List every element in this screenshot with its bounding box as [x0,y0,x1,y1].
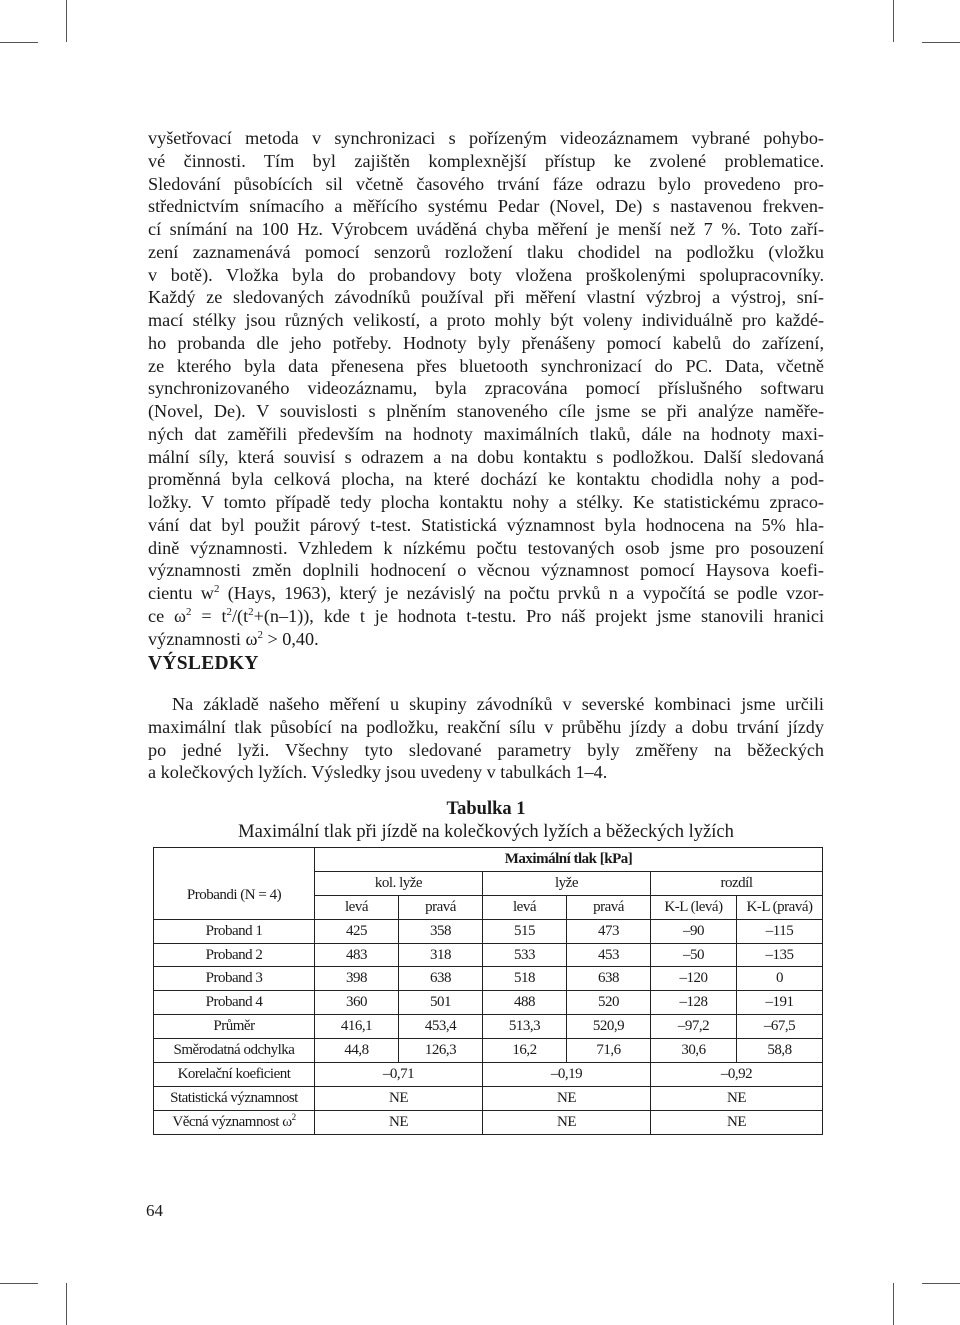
table-cell: –128 [651,991,737,1015]
table-row-label: Proband 2 [154,943,315,967]
text-line: synchronizovaného videozáznamu, byla zpracována pomocí příslušného softwaru [148,378,824,399]
text-line: vání dat byl použit párový t-test. Statistická významnost byla hodnocena na 5% hla- [148,514,824,535]
table-row-label: Proband 1 [154,919,315,943]
table-cell: 488 [483,991,567,1015]
table-cell: NE [483,1086,651,1110]
table-header-cell: K-L (levá) [651,895,737,919]
table-cell: 30,6 [651,1039,737,1063]
crop-mark [893,0,894,42]
table-row-label: Proband 4 [154,991,315,1015]
text-line: významnosti změn doplnili hodnocení o věcnou významnost pomocí Haysova koefi- [148,560,824,581]
text-line: maximální tlak působící na podložku, reakční sílu v průběhu jízdy a dobu trvání jízdy [148,716,824,737]
table-header-cell: levá [483,895,567,919]
table-cell: –97,2 [651,1015,737,1039]
table-caption: Maximální tlak při jízdě na kolečkových lyžích a běžeckých lyžích [238,822,734,842]
table-cell: –0,71 [315,1063,483,1087]
crop-mark [893,1283,894,1325]
table-cell: 358 [399,919,483,943]
text-line: vé činnosti. Tím byl zajištěn komplexnější přístup ke zvolené problematice. [148,150,824,171]
crop-mark [66,0,67,42]
text-line: cí snímání na 100 Hz. Výrobcem uváděná chyba měření je menší než 7 %. Toto zaří- [148,219,824,239]
text-line: v botě). Vložka byla do probandovy boty vložena proškolenými spolupracovníky. [148,264,824,285]
table-cell: 473 [567,919,651,943]
table-body [154,919,823,1062]
table-header-cell: levá [315,895,399,919]
table-cell: 16,2 [483,1039,567,1063]
table-header-cell: pravá [399,895,483,919]
crop-mark [922,1283,960,1284]
table-cell: NE [483,1110,651,1134]
table-cell: 518 [483,967,567,991]
table-cell: 638 [399,967,483,991]
text-line: ložky. V tomto případě tedy plocha kontaktu nohy a stélky. Ke statistickému zpraco- [148,492,824,512]
table-cell: NE [651,1086,823,1110]
text-line: ho probanda dle jeho potřeby. Hodnoty byly přenášeny pomocí kabelů do zařízení, [148,332,824,353]
table-row [154,919,823,943]
text-line: ze kterého byla data přenesena přes bluetooth synchronizací do PC. Data, včetně [148,355,824,376]
text-line: vyšetřovací metoda v synchronizaci s pořízeným videozáznamem vybrané pohybo- [148,128,824,148]
text-line: Každý ze sledovaných závodníků používal při měření vlastní výzbroj a výstroj, sní- [148,287,824,308]
table-cell: 453 [567,943,651,967]
table-cell: 58,8 [737,1039,823,1063]
table-row-label: Věcná významnost $\omega^2$ [154,1110,315,1134]
text-line: mací stélky jsou různých velikostí, a proto mohly být voleny individuálně pro každé- [148,310,824,330]
table-cell: 398 [315,967,399,991]
text-line: zení zaznamenává pomocí senzorů rozložení tlaku chodidel na podložku (vložku [148,241,824,262]
table-cell: 126,3 [399,1039,483,1063]
table-cell: 638 [567,967,651,991]
text-line-formula: významnosti $\omega^2 > 0,40$. [148,628,319,649]
table-title: Tabulka 1 [446,799,526,819]
table-cell: 520,9 [567,1015,651,1039]
text-line: mální síly, která souvisí s odrazem a na dobu kontaktu s podložkou. Další sledovaná [148,446,824,467]
table-header-cell: K-L (pravá) [737,895,823,919]
table-cell: –191 [737,991,823,1015]
table-row [154,1039,823,1063]
table-row [154,943,823,967]
table-header-cell: lyže [483,871,651,895]
text-line: proměnná byla celková plocha, na které dochází ke kontaktu chodidla nohy a pod- [148,469,824,490]
table-row-label: Směrodatná odchylka [154,1039,315,1063]
table-cell: 0 [737,967,823,991]
table-cell: 501 [399,991,483,1015]
text-line-formula: ce $\omega^2 = t^2/(t^2+(n-1))$, kde t je hodnota t-testu. Pro náš projekt jsme stanovili hranici [148,605,825,626]
section-heading: VÝSLEDKY [148,653,259,674]
table-cell: –0,92 [651,1063,823,1087]
text-line: po jedné lyži. Všechny tyto sledované parametry byly změřeny na běžeckých [148,739,824,760]
crop-mark [66,1283,67,1325]
table-cell: 318 [399,943,483,967]
text-line: střednictvím snímacího a měřícího systému Pedar (Novel, De) s nastavenou frekven- [148,196,824,217]
table-header-cell: kol. lyže [315,871,483,895]
table-cell: –0,19 [483,1063,651,1087]
table-row [154,1086,823,1110]
text-line: (Novel, De). V souvislosti s plněním stanoveného cíle jsme se při analýze naměře- [148,401,824,421]
text-line: Sledování působících sil včetně časového trvání fáze odrazu bylo provedeno pro- [148,173,824,194]
table-cell: 533 [483,943,567,967]
table-row-label: Korelační koeficient [154,1063,315,1087]
table-header-cell: pravá [567,895,651,919]
table-cell [154,848,315,872]
table-cell: 453,4 [399,1015,483,1039]
table-cell: 483 [315,943,399,967]
table-cell: 520 [567,991,651,1015]
table-cell: –67,5 [737,1015,823,1039]
table-cell: 513,3 [483,1015,567,1039]
text-line: a kolečkových lyžích. Výsledky jsou uvedeny v tabulkách 1–4. [148,762,608,783]
table-cell: 416,1 [315,1015,399,1039]
table-header-row [154,848,823,872]
table-header-cell: rozdíl [651,871,823,895]
table-cell: NE [315,1110,483,1134]
table-cell: 515 [483,919,567,943]
results-table [153,847,823,1135]
table-row [154,1063,823,1087]
text-line-formula: cientu $w^2$ (Hays, 1963), který je nezávislý na počtu prvků n a vypočítá se podle vzor- [148,582,824,603]
table-row-label: Statistická významnost [154,1086,315,1110]
table-header-cell: Probandi (N = 4) [154,871,315,919]
table-cell: NE [651,1110,823,1134]
table-row [154,1110,823,1134]
results-paragraph [148,693,824,784]
crop-mark [922,42,960,43]
crop-mark [0,42,38,43]
table-header-row [154,871,823,895]
table-cell: NE [315,1086,483,1110]
table-cell: 360 [315,991,399,1015]
table-row-label: Průměr [154,1015,315,1039]
table-row [154,1015,823,1039]
table-row [154,967,823,991]
page-number: 64 [146,1201,163,1220]
text-line: Na základě našeho měření u skupiny závodníků v severské kombinaci jsme určili [172,694,824,714]
table-row [154,991,823,1015]
table-header-cell: Maximální tlak [kPa] [315,848,823,872]
table-cell: 44,8 [315,1039,399,1063]
table-cell: –120 [651,967,737,991]
crop-mark [0,1283,38,1284]
table-cell: –50 [651,943,737,967]
text-line: ných dat zaměřili především na hodnoty maximálních tlaků, dále na hodnoty maxi- [148,423,824,444]
table-cell: 71,6 [567,1039,651,1063]
table-cell: –135 [737,943,823,967]
table-cell: –115 [737,919,823,943]
text-line: dině významnosti. Vzhledem k nízkému počtu testovaných osob jsme pro posouzení [148,537,824,558]
table-body [154,1063,823,1111]
table-cell: –90 [651,919,737,943]
table-cell: 425 [315,919,399,943]
table-row-label: Proband 3 [154,967,315,991]
methods-paragraph [148,127,824,650]
